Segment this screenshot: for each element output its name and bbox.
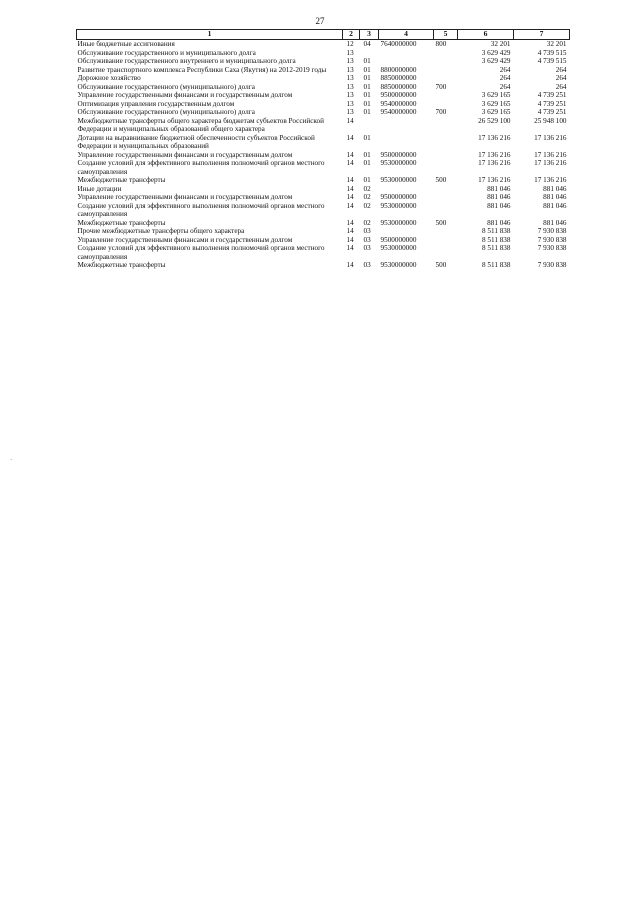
row-amount-year1: 3 629 165 bbox=[481, 99, 511, 108]
row-section: 13 bbox=[346, 99, 354, 108]
row-expense-type bbox=[434, 57, 458, 66]
row-amount-year1: 8 511 838 bbox=[482, 235, 511, 244]
row-name: Обслуживание государственного внутреннего и муниципального долга bbox=[77, 57, 296, 65]
row-section: 12 bbox=[346, 40, 354, 48]
table-row bbox=[77, 57, 570, 66]
row-expense-type bbox=[434, 134, 458, 151]
row-name: Межбюджетные трансферты bbox=[77, 218, 166, 227]
row-name: Обслуживание государственного и муниципального долга bbox=[77, 48, 256, 57]
row-section: 14 bbox=[346, 261, 354, 269]
row-section: 14 bbox=[346, 150, 354, 159]
row-section: 13 bbox=[346, 57, 354, 65]
row-name: Обслуживание государственного (муниципального) долга bbox=[77, 82, 255, 91]
column-header-4: 4 bbox=[379, 30, 434, 40]
row-expense-type bbox=[434, 151, 458, 160]
row-expense-type: 800 bbox=[435, 40, 447, 48]
table-row bbox=[77, 83, 570, 92]
row-amount-year2: 7 930 838 bbox=[537, 227, 567, 235]
row-name: Дотации на выравнивание бюджетной обеспеченности субъектов Российской Федерации и муниципальных образований bbox=[77, 133, 315, 150]
table-row bbox=[77, 117, 570, 134]
row-amount-year2: 17 136 216 bbox=[534, 133, 567, 142]
row-target-code: 8800000000 bbox=[380, 65, 417, 74]
row-section: 14 bbox=[346, 133, 354, 142]
row-amount-year1: 881 046 bbox=[487, 193, 511, 201]
row-name: Межбюджетные трансферты bbox=[77, 261, 166, 269]
row-amount-year2: 264 bbox=[555, 74, 567, 82]
row-target-code: 7640000000 bbox=[380, 40, 417, 48]
row-expense-type: 700 bbox=[435, 82, 447, 91]
row-name: Развитие транспортного комплекса Республики Саха (Якутия) на 2012-2019 годы bbox=[77, 65, 327, 74]
row-expense-type bbox=[434, 185, 458, 194]
row-name: Создание условий для эффективного выполнения полномочий органов местного самоуправления bbox=[77, 201, 325, 218]
row-expense-type bbox=[434, 91, 458, 100]
row-amount-year1: 264 bbox=[499, 74, 511, 82]
row-section: 13 bbox=[346, 108, 354, 116]
table-row bbox=[77, 244, 570, 261]
column-header-6: 6 bbox=[458, 30, 514, 40]
row-expense-type bbox=[434, 49, 458, 58]
budget-table-body bbox=[77, 40, 570, 270]
row-subsection bbox=[360, 49, 379, 58]
row-target-code bbox=[379, 134, 434, 151]
row-subsection: 01 bbox=[363, 74, 371, 82]
row-target-code bbox=[379, 185, 434, 194]
row-subsection: 02 bbox=[363, 184, 371, 193]
row-expense-type: 500 bbox=[435, 218, 447, 227]
row-amount-year1: 3 629 165 bbox=[481, 91, 511, 99]
row-subsection: 01 bbox=[363, 82, 371, 91]
row-name: Иные бюджетные ассигнования bbox=[77, 40, 175, 48]
row-target-code: 9500000000 bbox=[380, 150, 417, 159]
row-name: Межбюджетные трансферты bbox=[77, 176, 166, 184]
row-amount-year2: 264 bbox=[555, 65, 567, 74]
row-amount-year2: 17 136 216 bbox=[534, 150, 567, 159]
row-expense-type bbox=[434, 66, 458, 75]
row-subsection bbox=[360, 117, 379, 134]
row-section: 14 bbox=[346, 244, 354, 252]
row-name: Создание условий для эффективного выполнения полномочий органов местного самоуправления bbox=[77, 244, 325, 261]
row-subsection: 03 bbox=[363, 235, 371, 244]
row-amount-year2: 7 930 838 bbox=[537, 235, 567, 244]
table-row bbox=[77, 227, 570, 236]
row-subsection: 01 bbox=[363, 150, 371, 159]
row-name: Оптимизация управления государственным долгом bbox=[77, 99, 235, 108]
page-number: 27 bbox=[315, 16, 325, 26]
row-subsection: 02 bbox=[363, 193, 371, 201]
row-subsection: 03 bbox=[363, 227, 371, 235]
row-subsection: 01 bbox=[363, 133, 371, 142]
table-row bbox=[77, 74, 570, 83]
row-amount-year2: 4 739 251 bbox=[537, 99, 567, 108]
row-amount-year2: 264 bbox=[555, 82, 567, 91]
row-subsection: 04 bbox=[363, 40, 371, 48]
row-expense-type bbox=[434, 100, 458, 109]
row-amount-year2: 17 136 216 bbox=[534, 159, 567, 167]
row-target-code: 9530000000 bbox=[380, 218, 417, 227]
row-section: 14 bbox=[346, 176, 354, 184]
row-section: 14 bbox=[346, 159, 354, 167]
row-section: 13 bbox=[346, 91, 354, 99]
table-row bbox=[77, 159, 570, 176]
row-expense-type bbox=[434, 227, 458, 236]
row-target-code: 8850000000 bbox=[380, 74, 417, 82]
table-row bbox=[77, 108, 570, 117]
table-row bbox=[77, 176, 570, 185]
row-name: Управление государственными финансами и государственным долгом bbox=[77, 235, 293, 244]
row-target-code bbox=[379, 227, 434, 236]
row-name: Создание условий для эффективного выполнения полномочий органов местного самоуправления bbox=[77, 159, 325, 176]
row-amount-year2: 17 136 216 bbox=[534, 176, 567, 184]
row-expense-type: 500 bbox=[435, 261, 447, 269]
row-amount-year1: 3 629 429 bbox=[481, 57, 511, 65]
row-section: 14 bbox=[346, 193, 354, 201]
row-name: Межбюджетные трансферты общего характера бюджетам субъектов Российской Федерации и муниципальных образований общего характера bbox=[77, 116, 324, 133]
row-expense-type: 700 bbox=[435, 108, 447, 116]
row-section: 13 bbox=[346, 48, 354, 57]
table-row bbox=[77, 91, 570, 100]
row-target-code: 9530000000 bbox=[380, 176, 417, 184]
row-subsection: 01 bbox=[363, 108, 371, 116]
row-subsection: 03 bbox=[363, 244, 371, 252]
budget-table bbox=[76, 29, 570, 270]
row-expense-type bbox=[434, 244, 458, 261]
row-expense-type bbox=[434, 202, 458, 219]
row-section: 14 bbox=[346, 218, 354, 227]
table-row bbox=[77, 261, 570, 270]
row-subsection: 01 bbox=[363, 176, 371, 184]
column-header-7: 7 bbox=[514, 30, 570, 40]
row-expense-type bbox=[434, 159, 458, 176]
table-row bbox=[77, 236, 570, 245]
row-target-code: 9500000000 bbox=[380, 235, 417, 244]
row-target-code: 8850000000 bbox=[380, 82, 417, 91]
row-amount-year1: 881 046 bbox=[487, 218, 511, 227]
row-expense-type bbox=[434, 236, 458, 245]
row-subsection: 01 bbox=[363, 57, 371, 65]
row-name: Управление государственными финансами и государственным долгом bbox=[77, 193, 293, 201]
row-amount-year2: 4 739 515 bbox=[537, 57, 567, 65]
row-subsection: 01 bbox=[363, 159, 371, 167]
row-name: Прочие межбюджетные трансферты общего характера bbox=[77, 227, 245, 235]
row-amount-year2: 881 046 bbox=[543, 201, 567, 210]
row-amount-year1: 17 136 216 bbox=[478, 159, 511, 167]
row-expense-type bbox=[434, 117, 458, 134]
row-target-code: 9530000000 bbox=[380, 201, 417, 210]
row-amount-year2: 25 948 100 bbox=[534, 116, 567, 125]
row-amount-year1: 8 511 838 bbox=[482, 261, 511, 269]
row-subsection: 01 bbox=[363, 99, 371, 108]
table-row bbox=[77, 185, 570, 194]
row-amount-year1: 264 bbox=[499, 65, 511, 74]
row-target-code bbox=[379, 49, 434, 58]
row-amount-year2: 7 930 838 bbox=[537, 261, 567, 269]
row-subsection: 02 bbox=[363, 218, 371, 227]
row-amount-year2: 7 930 838 bbox=[537, 244, 567, 252]
table-row bbox=[77, 49, 570, 58]
row-target-code bbox=[379, 117, 434, 134]
row-amount-year1: 17 136 216 bbox=[478, 133, 511, 142]
scan-mark: · bbox=[10, 456, 13, 464]
table-row bbox=[77, 66, 570, 75]
row-expense-type: 500 bbox=[435, 176, 447, 184]
row-amount-year1: 8 511 838 bbox=[482, 227, 511, 235]
row-amount-year1: 881 046 bbox=[487, 184, 511, 193]
row-subsection: 01 bbox=[363, 91, 371, 99]
row-section: 14 bbox=[346, 235, 354, 244]
row-target-code: 9530000000 bbox=[380, 159, 417, 167]
row-amount-year1: 3 629 429 bbox=[481, 48, 511, 57]
row-section: 13 bbox=[346, 74, 354, 82]
table-row bbox=[77, 219, 570, 228]
row-amount-year2: 4 739 515 bbox=[537, 48, 567, 57]
row-amount-year2: 4 739 251 bbox=[537, 91, 567, 99]
row-amount-year1: 17 136 216 bbox=[478, 150, 511, 159]
row-amount-year2: 32 201 bbox=[546, 40, 567, 48]
row-amount-year1: 8 511 838 bbox=[482, 244, 511, 252]
row-name: Обслуживание государственного (муниципального) долга bbox=[77, 108, 255, 116]
table-row bbox=[77, 100, 570, 109]
table-header-row bbox=[77, 30, 570, 40]
column-header-1: 1 bbox=[77, 30, 343, 40]
row-amount-year1: 26 529 100 bbox=[478, 116, 511, 125]
row-target-code: 9530000000 bbox=[380, 244, 417, 252]
row-amount-year1: 32 201 bbox=[490, 40, 511, 48]
table-row bbox=[77, 193, 570, 202]
row-target-code: 9540000000 bbox=[380, 99, 417, 108]
row-target-code: 9500000000 bbox=[380, 91, 417, 99]
row-amount-year2: 4 739 251 bbox=[537, 108, 567, 116]
row-amount-year1: 264 bbox=[499, 82, 511, 91]
row-expense-type bbox=[434, 74, 458, 83]
row-amount-year2: 881 046 bbox=[543, 218, 567, 227]
column-header-5: 5 bbox=[434, 30, 458, 40]
row-section: 14 bbox=[346, 201, 354, 210]
row-subsection: 01 bbox=[363, 65, 371, 74]
row-target-code: 9500000000 bbox=[380, 193, 417, 201]
row-subsection: 02 bbox=[363, 201, 371, 210]
row-section: 14 bbox=[346, 116, 354, 125]
table-row bbox=[77, 134, 570, 151]
row-section: 13 bbox=[346, 65, 354, 74]
row-expense-type bbox=[434, 193, 458, 202]
row-amount-year1: 3 629 165 bbox=[481, 108, 511, 116]
column-header-3: 3 bbox=[360, 30, 379, 40]
row-amount-year2: 881 046 bbox=[543, 184, 567, 193]
table-row bbox=[77, 40, 570, 49]
row-target-code: 9540000000 bbox=[380, 108, 417, 116]
row-subsection: 03 bbox=[363, 261, 371, 269]
row-target-code bbox=[379, 57, 434, 66]
row-target-code: 9530000000 bbox=[380, 261, 417, 269]
table-row bbox=[77, 151, 570, 160]
row-section: 14 bbox=[346, 227, 354, 235]
row-name: Иные дотации bbox=[77, 184, 122, 193]
row-section: 13 bbox=[346, 82, 354, 91]
row-section: 14 bbox=[346, 184, 354, 193]
row-amount-year1: 881 046 bbox=[487, 201, 511, 210]
row-amount-year2: 881 046 bbox=[543, 193, 567, 201]
row-name: Управление государственными финансами и государственным долгом bbox=[77, 91, 293, 99]
row-name: Дорожное хозяйство bbox=[77, 74, 141, 82]
table-row bbox=[77, 202, 570, 219]
row-name: Управление государственными финансами и государственным долгом bbox=[77, 150, 293, 159]
column-header-2: 2 bbox=[343, 30, 360, 40]
row-amount-year1: 17 136 216 bbox=[478, 176, 511, 184]
